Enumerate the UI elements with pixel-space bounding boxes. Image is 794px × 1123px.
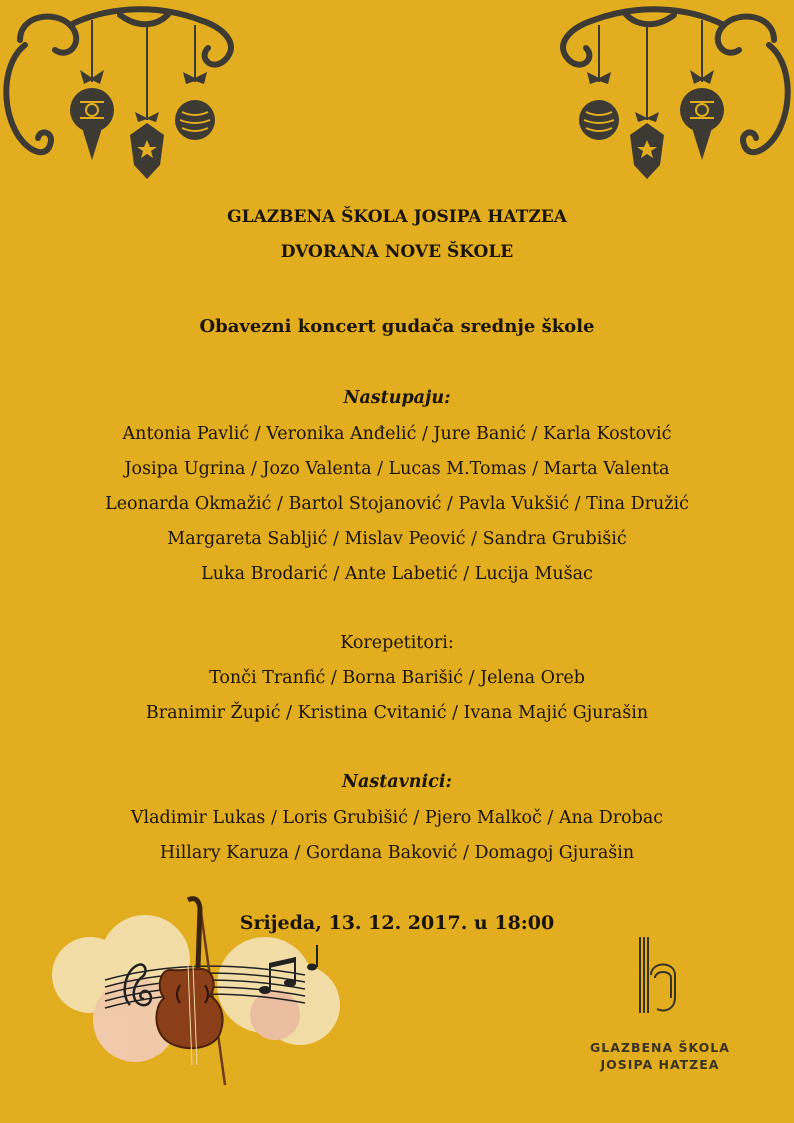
christmas-ornament-right-icon xyxy=(524,0,794,185)
teachers-line: Vladimir Lukas / Loris Grubišić / Pjero Malkoč / Ana Drobac xyxy=(130,808,664,828)
concert-title: Obavezni koncert gudača srednje škole xyxy=(199,316,595,337)
venue-name: DVORANA NOVE ŠKOLE xyxy=(280,242,514,262)
logo-text-line2: JOSIPA HATZEA xyxy=(600,1057,720,1072)
christmas-ornament-left-icon xyxy=(0,0,250,185)
performers-heading: Nastupaju: xyxy=(343,388,451,408)
teachers-heading: Nastavnici: xyxy=(342,772,452,792)
performers-line: Luka Brodarić / Ante Labetić / Lucija Mušac xyxy=(201,564,593,584)
teachers-line: Hillary Karuza / Gordana Baković / Domagoj Gjurašin xyxy=(159,843,635,863)
performers-line: Antonia Pavlić / Veronika Anđelić / Jure Banić / Karla Kostović xyxy=(122,424,672,444)
performers-line: Josipa Ugrina / Jozo Valenta / Lucas M.Tomas / Marta Valenta xyxy=(124,459,670,479)
violin-music-notes-icon xyxy=(50,895,350,1095)
concert-date-time: Srijeda, 13. 12. 2017. u 18:00 xyxy=(239,912,555,934)
accompanists-heading: Korepetitori: xyxy=(340,633,454,653)
performers-line: Margareta Sabljić / Mislav Peović / Sandra Grubišić xyxy=(167,529,627,549)
accompanists-line: Branimir Župić / Kristina Cvitanić / Ivana Majić Gjurašin xyxy=(145,703,649,723)
performers-line: Leonarda Okmažić / Bartol Stojanović / Pavla Vukšić / Tina Družić xyxy=(105,494,689,514)
accompanists-line: Tonči Tranfić / Borna Barišić / Jelena Oreb xyxy=(209,668,585,688)
school-name: GLAZBENA ŠKOLA JOSIPA HATZEA xyxy=(227,207,567,227)
logo-text-line1: GLAZBENA ŠKOLA xyxy=(590,1040,730,1055)
school-logo-icon xyxy=(634,935,684,1015)
